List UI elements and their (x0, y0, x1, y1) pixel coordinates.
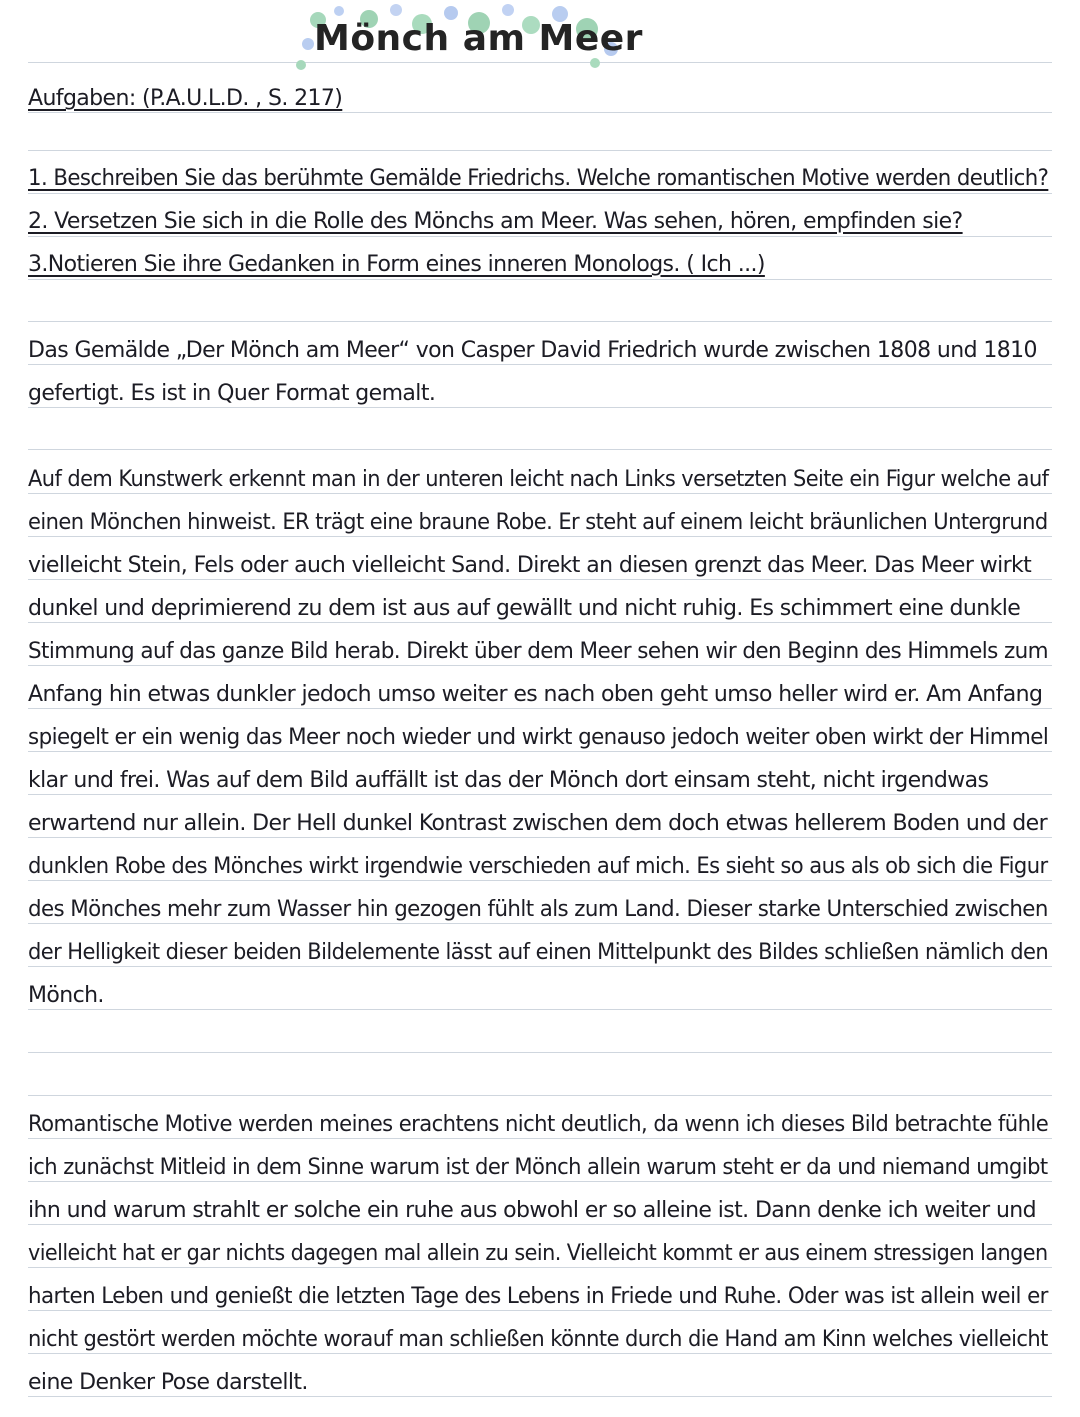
text-line: dunkel und deprimierend zu dem ist aus auf gewällt und nicht ruhig. Es schimmert eine dunkle (28, 596, 1021, 621)
text-line: eine Denker Pose darstellt. (28, 1370, 308, 1395)
text-line: Mönch. (28, 983, 104, 1008)
page-title: Mönch am Meer (314, 18, 643, 59)
text-line: der Helligkeit dieser beiden Bildelemente lässt auf einen Mittelpunkt des Bildes schließen nämlich den (28, 940, 1049, 965)
text-line: Das Gemälde „Der Mönch am Meer“ von Casper David Friedrich wurde zwischen 1808 und 1810 (28, 338, 1037, 363)
text-line: des Mönches mehr zum Wasser hin gezogen fühlt als zum Land. Dieser starke Unterschied zwischen (28, 897, 1048, 922)
text-line: harten Leben und genießt die letzten Tage des Lebens in Friede und Ruhe. Oder was ist allein weil er (28, 1284, 1048, 1309)
text-line: Auf dem Kunstwerk erkennt man in der unteren leicht nach Links versetzten Seite ein Figur welche auf (28, 467, 1049, 492)
text-line: Stimmung auf das ganze Bild herab. Direkt über dem Meer sehen wir den Beginn des Himmels zum (28, 639, 1049, 664)
text-line: vielleicht Stein, Fels oder auch vielleicht Sand. Direkt an diesen grenzt das Meer. Das Meer wirkt (28, 553, 1032, 578)
text-line: ihn und warum strahlt er solche ein ruhe aus obwohl er so alleine ist. Dann denke ich weiter und (28, 1198, 1037, 1223)
text-line: nicht gestört werden möchte worauf man schließen könnte durch die Hand am Kinn welches vielleicht (28, 1327, 1048, 1352)
assignment-reference: Aufgaben: (P.A.U.L.D. , S. 217) (28, 86, 343, 111)
text-line: erwartend nur allein. Der Hell dunkel Kontrast zwischen dem doch etwas hellerem Boden und der (28, 811, 1048, 836)
text-line: gefertigt. Es ist in Quer Format gemalt. (28, 381, 436, 406)
text-line: spiegelt er ein wenig das Meer noch wieder und wirkt genauso jedoch weiter oben wirkt der Himmel (28, 725, 1049, 750)
task-item: 3.Notieren Sie ihre Gedanken in Form eines inneren Monologs. ( Ich ...) (28, 252, 765, 277)
text-line: vielleicht hat er gar nichts dagegen mal allein zu sein. Vielleicht kommt er aus einem stressigen langen (28, 1241, 1048, 1266)
task-item: 1. Beschreiben Sie das berühmte Gemälde Friedrichs. Welche romantischen Motive werden deutlich? (28, 166, 1049, 191)
text-line: einen Mönchen hinweist. ER trägt eine braune Robe. Er steht auf einem leicht bräunlichen Untergrund (28, 510, 1048, 535)
task-item: 2. Versetzen Sie sich in die Rolle des Mönchs am Meer. Was sehen, hören, empfinden sie? (28, 209, 963, 234)
text-line: dunklen Robe des Mönches wirkt irgendwie verschieden auf mich. Es sieht so aus als ob sich die Figur (28, 854, 1048, 879)
title-block (290, 4, 643, 74)
text-line: klar und frei. Was auf dem Bild auffällt ist das der Mönch dort einsam steht, nicht irgendwas (28, 768, 989, 793)
text-line: Romantische Motive werden meines erachtens nicht deutlich, da wenn ich dieses Bild betrachte fühle (28, 1112, 1049, 1137)
text-line: Anfang hin etwas dunkler jedoch umso weiter es nach oben geht umso heller wird er. Am Anfang (28, 682, 1043, 707)
text-line: ich zunächst Mitleid in dem Sinne warum ist der Mönch allein warum steht er da und niemand umgibt (28, 1155, 1048, 1180)
